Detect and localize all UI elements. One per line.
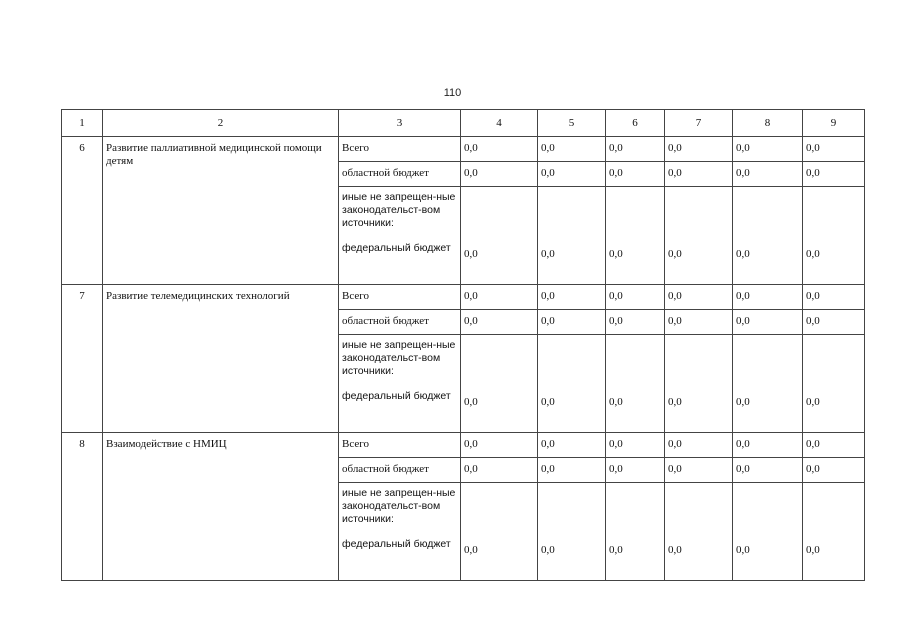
value-cell <box>538 137 606 162</box>
value-cell <box>461 285 538 310</box>
header-cell: 5 <box>538 110 606 137</box>
header-cell: 1 <box>62 110 103 137</box>
source-cell-other <box>339 187 461 285</box>
value-cell <box>606 458 665 483</box>
row-number-cell <box>62 137 103 285</box>
value-text: 0,0 <box>668 142 682 154</box>
value-text: 0,0 <box>609 142 623 154</box>
source-label: Всего <box>342 438 369 450</box>
value-cell <box>665 187 733 285</box>
source-label: иные не запрещен-ные законодательст-вом источники: <box>342 487 456 525</box>
value-cell <box>803 187 865 285</box>
header-cell: 4 <box>461 110 538 137</box>
value-text: 0,0 <box>736 315 750 327</box>
value-text: 0,0 <box>806 315 820 327</box>
value-cell <box>538 187 606 285</box>
value-cell <box>461 433 538 458</box>
value-cell <box>538 162 606 187</box>
value-text: 0,0 <box>806 142 820 154</box>
value-text: 0,0 <box>464 248 478 260</box>
value-text: 0,0 <box>541 438 555 450</box>
value-cell <box>803 335 865 433</box>
value-text: 0,0 <box>806 248 820 260</box>
source-cell-other <box>339 335 461 433</box>
value-text: 0,0 <box>609 290 623 302</box>
value-cell <box>606 335 665 433</box>
row-number: 6 <box>79 142 85 154</box>
value-text: 0,0 <box>609 544 623 556</box>
budget-table <box>61 109 865 581</box>
row-name-cell <box>103 137 339 285</box>
value-cell <box>733 162 803 187</box>
value-cell <box>665 137 733 162</box>
value-text: 0,0 <box>668 396 682 408</box>
value-cell <box>803 285 865 310</box>
value-text: 0,0 <box>806 396 820 408</box>
row-name: Взаимодействие с НМИЦ <box>106 438 227 450</box>
value-cell <box>461 483 538 581</box>
value-cell <box>461 335 538 433</box>
value-cell <box>461 458 538 483</box>
value-cell <box>606 483 665 581</box>
table-body <box>62 110 865 581</box>
header-cell: 3 <box>339 110 461 137</box>
value-text: 0,0 <box>668 544 682 556</box>
value-text: 0,0 <box>736 463 750 475</box>
value-cell <box>538 285 606 310</box>
value-cell <box>538 458 606 483</box>
value-text: 0,0 <box>736 142 750 154</box>
value-text: 0,0 <box>806 438 820 450</box>
value-text: 0,0 <box>736 438 750 450</box>
value-cell <box>665 433 733 458</box>
value-cell <box>665 310 733 335</box>
value-cell <box>733 137 803 162</box>
value-cell <box>665 162 733 187</box>
value-cell <box>461 162 538 187</box>
value-cell <box>733 285 803 310</box>
value-text: 0,0 <box>464 438 478 450</box>
value-text: 0,0 <box>806 544 820 556</box>
value-cell <box>733 187 803 285</box>
value-text: 0,0 <box>806 167 820 179</box>
value-cell <box>733 335 803 433</box>
value-cell <box>665 483 733 581</box>
value-text: 0,0 <box>736 167 750 179</box>
header-row <box>62 110 865 137</box>
source-cell-other <box>339 483 461 581</box>
value-cell <box>461 187 538 285</box>
source-cell-total <box>339 433 461 458</box>
value-cell <box>733 310 803 335</box>
source-label: федеральный бюджет <box>342 390 451 402</box>
header-cell: 8 <box>733 110 803 137</box>
row-name: Развитие телемедицинских технологий <box>106 290 290 302</box>
value-cell <box>538 483 606 581</box>
table-row <box>62 137 865 162</box>
value-cell <box>606 187 665 285</box>
page-number: 110 <box>443 87 462 99</box>
value-cell <box>803 458 865 483</box>
value-text: 0,0 <box>541 396 555 408</box>
value-text: 0,0 <box>736 396 750 408</box>
value-text: 0,0 <box>541 315 555 327</box>
value-text: 0,0 <box>609 248 623 260</box>
value-cell <box>803 137 865 162</box>
source-label: федеральный бюджет <box>342 242 451 254</box>
value-cell <box>733 433 803 458</box>
source-label: областной бюджет <box>342 463 429 475</box>
value-text: 0,0 <box>541 290 555 302</box>
value-cell <box>606 310 665 335</box>
header-cell: 2 <box>103 110 339 137</box>
table-row <box>62 433 865 458</box>
source-cell-regional <box>339 458 461 483</box>
value-cell <box>606 433 665 458</box>
value-text: 0,0 <box>609 438 623 450</box>
value-text: 0,0 <box>736 544 750 556</box>
value-text: 0,0 <box>464 315 478 327</box>
header-cell: 9 <box>803 110 865 137</box>
value-text: 0,0 <box>609 396 623 408</box>
row-number-cell <box>62 285 103 433</box>
value-cell <box>803 483 865 581</box>
row-name-cell <box>103 285 339 433</box>
value-cell <box>606 162 665 187</box>
value-text: 0,0 <box>464 142 478 154</box>
value-text: 0,0 <box>464 167 478 179</box>
value-text: 0,0 <box>668 463 682 475</box>
source-label: Всего <box>342 142 369 154</box>
value-text: 0,0 <box>668 315 682 327</box>
source-label: Всего <box>342 290 369 302</box>
value-cell <box>461 137 538 162</box>
value-cell <box>606 285 665 310</box>
value-cell <box>665 458 733 483</box>
value-cell <box>665 285 733 310</box>
value-cell <box>803 162 865 187</box>
value-text: 0,0 <box>668 438 682 450</box>
header-cell: 6 <box>606 110 665 137</box>
value-text: 0,0 <box>736 248 750 260</box>
source-label: федеральный бюджет <box>342 538 451 550</box>
value-text: 0,0 <box>609 463 623 475</box>
row-number-cell <box>62 433 103 581</box>
value-cell <box>461 310 538 335</box>
source-label: областной бюджет <box>342 167 429 179</box>
value-text: 0,0 <box>464 396 478 408</box>
value-text: 0,0 <box>541 167 555 179</box>
source-label: областной бюджет <box>342 315 429 327</box>
value-text: 0,0 <box>668 290 682 302</box>
row-name-cell <box>103 433 339 581</box>
value-text: 0,0 <box>736 290 750 302</box>
row-number: 7 <box>79 290 85 302</box>
source-cell-regional <box>339 310 461 335</box>
source-label: иные не запрещен-ные законодательст-вом источники: <box>342 191 456 229</box>
row-name: Развитие паллиативной медицинской помощи детям <box>106 142 322 167</box>
value-cell <box>803 310 865 335</box>
header-cell: 7 <box>665 110 733 137</box>
value-text: 0,0 <box>609 315 623 327</box>
value-text: 0,0 <box>541 142 555 154</box>
value-cell <box>538 433 606 458</box>
table-row <box>62 285 865 310</box>
value-text: 0,0 <box>609 167 623 179</box>
value-text: 0,0 <box>668 248 682 260</box>
value-cell <box>803 433 865 458</box>
value-text: 0,0 <box>806 290 820 302</box>
source-cell-total <box>339 285 461 310</box>
value-cell <box>665 335 733 433</box>
source-label: иные не запрещен-ные законодательст-вом источники: <box>342 339 456 377</box>
value-text: 0,0 <box>464 290 478 302</box>
source-cell-total <box>339 137 461 162</box>
value-cell <box>538 335 606 433</box>
row-number: 8 <box>79 438 85 450</box>
value-text: 0,0 <box>541 463 555 475</box>
value-text: 0,0 <box>541 248 555 260</box>
value-text: 0,0 <box>464 463 478 475</box>
value-text: 0,0 <box>806 463 820 475</box>
value-text: 0,0 <box>541 544 555 556</box>
value-cell <box>606 137 665 162</box>
value-text: 0,0 <box>668 167 682 179</box>
value-cell <box>538 310 606 335</box>
value-text: 0,0 <box>464 544 478 556</box>
source-cell-regional <box>339 162 461 187</box>
value-cell <box>733 458 803 483</box>
value-cell <box>733 483 803 581</box>
